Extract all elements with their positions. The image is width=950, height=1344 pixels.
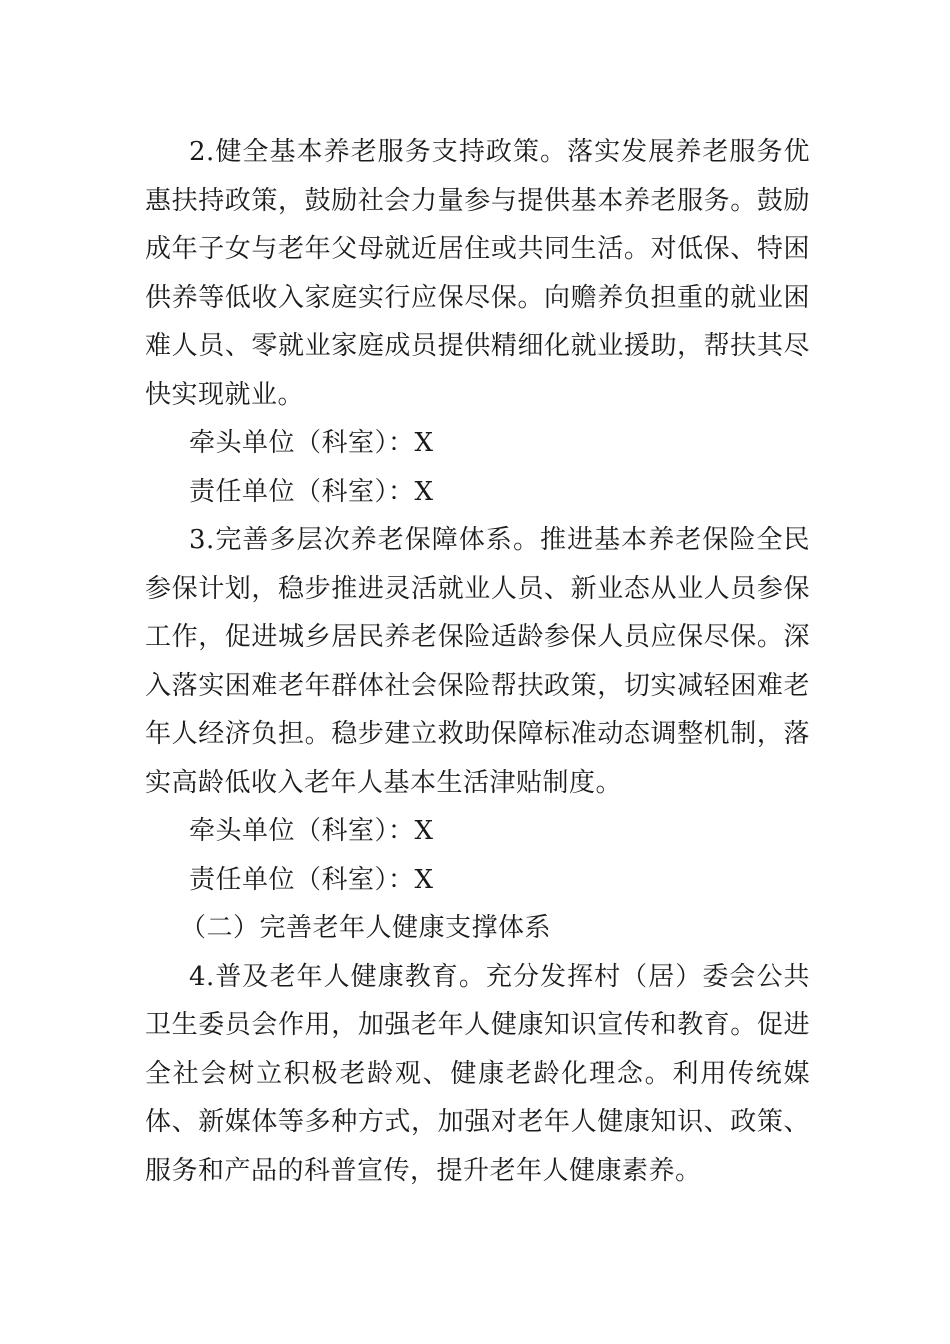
paragraph-item-2: 2.健全基本养老服务支持政策。落实发展养老服务优惠扶持政策，鼓励社会力量参与提供基本养老服务。鼓励成年子女与老年父母就近居住或共同生活。对低保、特困供养等低收入家庭实行应保尽保。向赡养负担重的就业困难人员、零就业家庭成员提供精细化就业援助，帮扶其尽快实现就业。 — [145, 137, 810, 410]
document-body — [145, 128, 810, 1195]
paragraph-item-3: 3.完善多层次养老保障体系。推进基本养老保险全民参保计划，稳步推进灵活就业人员、新业态从业人员参保工作，促进城乡居民养老保险适龄参保人员应保尽保。深入落实困难老年群体社会保险帮扶政策，切实减轻困难老年人经济负担。稳步建立救助保障标准动态调整机制，落实高龄低收入老年人基本生活津贴制度。 — [145, 525, 810, 798]
responsible-unit-item-2: 责任单位（科室）：X — [189, 476, 434, 507]
responsible-unit-item-3: 责任单位（科室）：X — [189, 864, 434, 895]
lead-unit-item-2: 牵头单位（科室）：X — [189, 428, 434, 458]
section-heading-2: （二）完善老年人健康支撑体系 — [180, 913, 552, 943]
lead-unit-item-3: 牵头单位（科室）：X — [189, 816, 434, 846]
paragraph-item-4: 4.普及老年人健康教育。充分发挥村（居）委会公共卫生委员会作用，加强老年人健康知识宣传和教育。促进全社会树立积极老龄观、健康老龄化理念。利用传统媒体、新媒体等多种方式，加强对老年人健康知识、政策、服务和产品的科普宣传，提升老年人健康素养。 — [145, 961, 810, 1186]
